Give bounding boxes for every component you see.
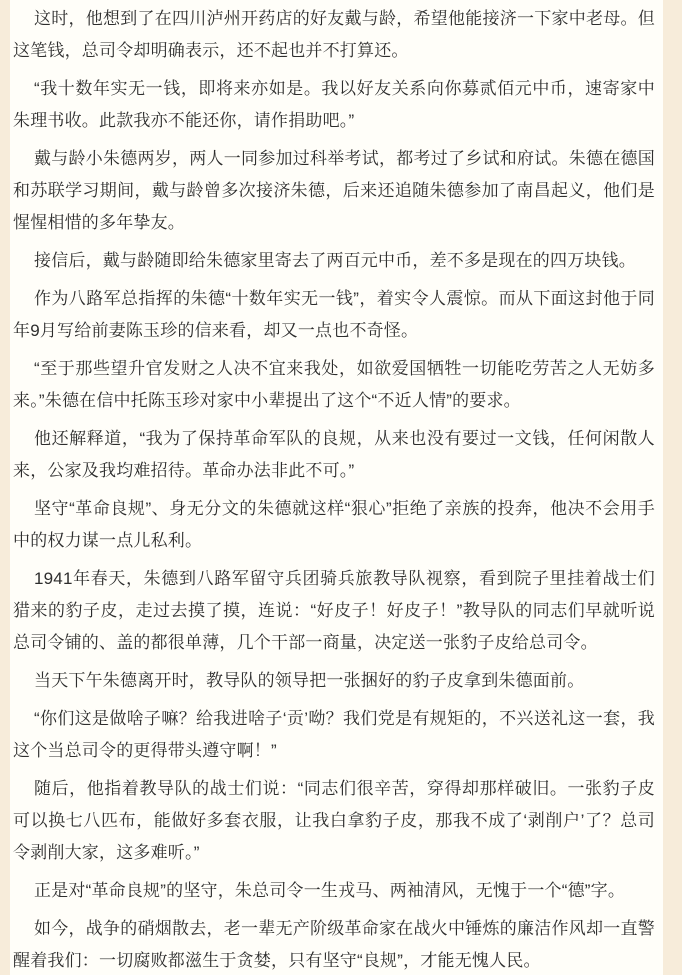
paragraph: 坚守“革命良规”、身无分文的朱德就这样“狠心”拒绝了亲族的投奔，他决不会用手中的权力谋一点儿私利。 (13, 499, 655, 550)
paragraph: “我十数年实无一钱，即将来亦如是。我以好友关系向你募贰佰元中币，速寄家中朱理书收。此款我亦不能还你，请作捐助吧。” (13, 79, 655, 130)
paragraph: 戴与龄小朱德两岁，两人一同参加过科举考试，都考过了乡试和府试。朱德在德国和苏联学习期间，戴与龄曾多次接济朱德，后来还追随朱德参加了南昌起义，他们是惺惺相惜的多年挚友。 (13, 149, 655, 232)
paragraph: “至于那些望升官发财之人决不宜来我处，如欲爱国牺牲一切能吃劳苦之人无妨多来。”朱德在信中托陈玉珍对家中小辈提出了这个“不近人情”的要求。 (13, 359, 655, 410)
paragraph: 当天下午朱德离开时，教导队的领导把一张捆好的豹子皮拿到朱德面前。 (34, 671, 585, 690)
paragraph: 如今，战争的硝烟散去，老一辈无产阶级革命家在战火中锤炼的廉洁作风却一直警醒着我们：一切腐败都滋生于贪婪，只有坚守“良规”，才能无愧人民。 (13, 919, 655, 970)
paragraph: 作为八路军总指挥的朱德“十数年实无一钱”，着实令人震惊。而从下面这封他于同年9月写给前妻陈玉珍的信来看，却又一点也不奇怪。 (13, 289, 655, 340)
paragraph: “你们这是做啥子嘛？给我进啥子‘贡’呦？我们党是有规矩的，不兴送礼这一套，我这个当总司令的更得带头遵守啊！” (13, 709, 655, 760)
paragraph: 正是对“革命良规”的坚守，朱总司令一生戎马、两袖清风，无愧于一个“德”字。 (34, 881, 626, 900)
paragraph: 这时，他想到了在四川泸州开药店的好友戴与龄，希望他能接济一下家中老母。但这笔钱，总司令却明确表示，还不起也并不打算还。 (13, 9, 655, 60)
paragraph: 1941年春天，朱德到八路军留守兵团骑兵旅教导队视察，看到院子里挂着战士们猎来的豹子皮，走过去摸了摸，连说：“好皮子！好皮子！”教导队的同志们早就听说总司令铺的、盖的都很单薄，几个干部一商量，决定送一张豹子皮给总司令。 (13, 569, 655, 652)
paragraph: 他还解释道，“我为了保持革命军队的良规，从来也没有要过一文钱，任何闲散人来，公家及我均难招待。革命办法非此不可。” (13, 429, 655, 480)
paragraph: 随后，他指着教导队的战士们说：“同志们很辛苦，穿得却那样破旧。一张豹子皮可以换七八匹布，能做好多套衣服，让我白拿豹子皮，那我不成了‘剥削户’了？总司令剥削大家，这多难听。” (13, 779, 655, 862)
article-content (10, 0, 663, 975)
paragraph: 接信后，戴与龄随即给朱德家里寄去了两百元中币，差不多是现在的四万块钱。 (34, 251, 636, 270)
